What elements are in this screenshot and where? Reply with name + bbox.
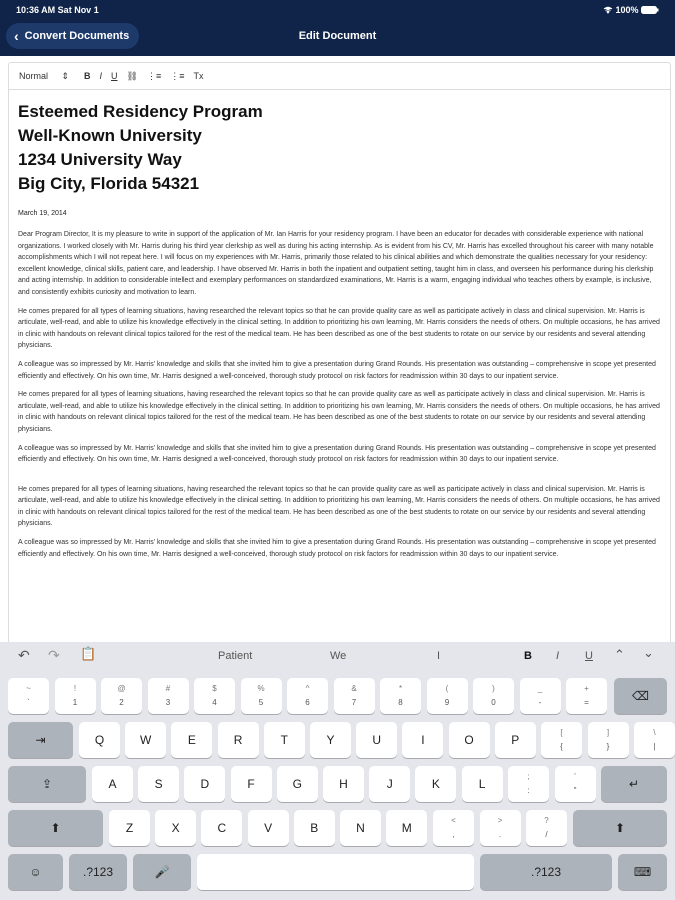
key-primary-label: 8: [398, 698, 403, 707]
shift-right-icon: ⬆: [614, 821, 626, 835]
key-primary-label: 7: [351, 698, 357, 707]
clear-format-icon[interactable]: Tx: [193, 71, 204, 81]
ordered-list-icon[interactable]: ⋮≡: [146, 70, 162, 81]
key-label: D: [200, 777, 210, 791]
key-label: .?123: [530, 865, 562, 879]
shift-left-key[interactable]: [8, 810, 103, 846]
key-secondary-label: >: [497, 816, 503, 825]
key-primary-label: |: [653, 742, 656, 751]
key-primary-label: {: [560, 742, 563, 751]
key-secondary-label: +: [584, 684, 589, 693]
key-secondary-label: &: [351, 684, 357, 693]
key-r[interactable]: [218, 722, 259, 758]
address-line: Big City, Florida 54321: [18, 174, 200, 193]
delete-key[interactable]: [614, 678, 667, 714]
kb-italic-button[interactable]: I: [556, 650, 560, 662]
key-label: L: [478, 777, 486, 791]
underline-button[interactable]: U: [111, 71, 118, 81]
key-label: M: [401, 821, 412, 835]
shift-left-icon: ⬆: [50, 821, 61, 835]
key-primary-label: 2: [119, 698, 124, 707]
key-label: G: [292, 777, 302, 791]
key-label: S: [154, 777, 163, 791]
key-label: F: [247, 777, 255, 791]
key-c[interactable]: [201, 810, 242, 846]
key-primary-label: .: [498, 830, 502, 839]
key-secondary-label: [: [560, 728, 563, 737]
key-8[interactable]: [380, 678, 421, 714]
key-primary-label: 4: [212, 698, 217, 707]
key-1[interactable]: [55, 678, 96, 714]
kb-underline-button[interactable]: U: [585, 650, 593, 662]
key-o[interactable]: [449, 722, 490, 758]
key-label: B: [310, 821, 319, 835]
key-label: N: [356, 821, 365, 835]
key-k[interactable]: [415, 766, 456, 802]
prediction-1[interactable]: Patient: [218, 650, 253, 662]
key-secondary-label: *: [398, 684, 403, 693]
key-label: J: [386, 777, 393, 791]
hide-iconboard-key: ⌨: [633, 865, 652, 879]
key-=[interactable]: [566, 678, 607, 714]
key-v[interactable]: [248, 810, 289, 846]
onscreen-keyboard: [0, 642, 675, 900]
key-label: Y: [326, 733, 335, 747]
key-z[interactable]: [109, 810, 150, 846]
key-secondary-label: _: [537, 684, 543, 693]
key-e[interactable]: [171, 722, 212, 758]
status-right: [603, 5, 659, 15]
key-label: H: [339, 777, 348, 791]
tab-icon: ⇥: [35, 733, 46, 747]
key-primary-label: 5: [258, 698, 264, 707]
link-icon[interactable]: ⛓: [126, 70, 138, 81]
key-primary-label: 1: [72, 698, 78, 707]
key-2[interactable]: [101, 678, 142, 714]
document-body[interactable]: [9, 90, 670, 560]
format-toolbar: [9, 63, 670, 90]
key-y[interactable]: [310, 722, 351, 758]
key-label: X: [171, 821, 180, 835]
wifi-icon: [603, 6, 613, 14]
key-secondary-label: ]: [606, 728, 610, 737]
key-secondary-label: <: [451, 816, 456, 825]
key-secondary-label: #: [165, 684, 171, 693]
chevron-left-icon: ‹: [14, 28, 19, 44]
key-primary-label: -: [538, 698, 542, 707]
key-label: U: [372, 733, 382, 747]
key-primary-label: 3: [165, 698, 171, 707]
dictation-key[interactable]: [133, 854, 191, 890]
key-primary-label: :: [527, 786, 530, 795]
key-secondary-label: ;: [527, 772, 530, 781]
back-button-label: Convert Documents: [24, 30, 130, 42]
key-angle-2[interactable]: [526, 810, 567, 846]
key-h[interactable]: [323, 766, 364, 802]
key-m[interactable]: [386, 810, 427, 846]
key-a[interactable]: [92, 766, 133, 802]
key--[interactable]: [520, 678, 561, 714]
key-label: Q: [94, 733, 105, 747]
key-secondary-label: \: [653, 728, 656, 737]
paragraph-style-value: Normal: [19, 70, 49, 81]
bold-button[interactable]: B: [84, 71, 91, 81]
key-angle-0[interactable]: [433, 810, 474, 846]
page-title: Edit Document: [298, 30, 377, 42]
key-secondary-label: ): [492, 684, 495, 693]
key-secondary-label: %: [257, 684, 265, 693]
paragraph: He comes prepared for all types of learning situations, having researched the relevant topics so that he can provide quality care as well as participate actively in class and clinical supervision. Mr. Harris is articulate, well-read, and able to utilize his knowledge effectively in the clinical setting. In addition to prioritizing his own learning, Mr. Harris considers the needs of others. On multiple occasions, he has arrived in clinic with handouts on relevant clinical topics tailored for the rest of the medical team. He has been described as one of the best students to rotate on our service by our residents and several attending physicians.: [18, 307, 660, 350]
address-line: Esteemed Residency Program: [18, 102, 263, 121]
numbers-mode-left-key[interactable]: [69, 854, 127, 890]
key-secondary-label: @: [117, 684, 126, 693]
key-primary-label: =: [584, 698, 589, 707]
letter-date: March 19, 2014: [18, 210, 67, 217]
key-t[interactable]: [264, 722, 305, 758]
kb-bold-button[interactable]: B: [524, 650, 532, 662]
return-icon: ↵: [628, 777, 640, 791]
paragraph: A colleague was so impressed by Mr. Harris' knowledge and skills that she invited him to give a presentation during Grand Rounds. His presentation was outstanding – comprehensive in scope yet presented efficiently and effectively. On his own time, Mr. Harris designed a well-conceived, thorough study protocol on risk factors for readmission within 30 days to our inpatient service.: [18, 360, 656, 380]
key-g[interactable]: [277, 766, 318, 802]
key-secondary-label: ^: [305, 684, 310, 693]
key-label: K: [431, 777, 440, 791]
chevron-up-icon[interactable]: ⌃: [614, 647, 625, 662]
key-4[interactable]: [194, 678, 235, 714]
key-i[interactable]: [402, 722, 443, 758]
key-7[interactable]: [334, 678, 375, 714]
key-label: O: [464, 733, 474, 747]
caps-lock-icon: ⇪: [41, 777, 53, 791]
key-primary-label: `: [27, 698, 30, 707]
key-label: .?123: [82, 865, 114, 879]
redo-icon[interactable]: ↷: [48, 647, 60, 663]
key-primary-label: ,: [452, 830, 455, 839]
key-`[interactable]: [8, 678, 49, 714]
key-primary-label: }: [606, 742, 610, 751]
key-l[interactable]: [462, 766, 503, 802]
key-primary-label: /: [545, 830, 548, 839]
key-angle-1[interactable]: [480, 810, 521, 846]
key-primary-label: ": [573, 786, 577, 795]
key-punct-0[interactable]: [508, 766, 549, 802]
italic-button[interactable]: I: [99, 71, 103, 81]
hide-keyboard-key[interactable]: [618, 854, 667, 890]
key-punct-1[interactable]: [555, 766, 596, 802]
key-label: A: [108, 777, 117, 791]
return-key[interactable]: [601, 766, 667, 802]
key-x[interactable]: [155, 810, 196, 846]
key-secondary-label: $: [212, 684, 217, 693]
key-0[interactable]: [473, 678, 514, 714]
key-secondary-label: (: [445, 684, 449, 693]
status-time: 10:36 AM Sat Nov 1: [16, 5, 99, 15]
address-line: 1234 University Way: [18, 150, 182, 169]
battery-percent: 100%: [615, 5, 639, 15]
key-bracket-1[interactable]: [588, 722, 629, 758]
shortcut-bar: [0, 642, 675, 672]
battery-icon: [641, 6, 659, 14]
paragraph: Dear Program Director, It is my pleasure to write in support of the application of Mr. Ian Harris for your residency program. I have been an educator for decades with considerable experience with national organizations. I worked closely with Mr. Harris during his third year clerkship as well as during his acting internship. As is evident from his CV, Mr. Harris has excelled throughout his career with many notable accomplishments which I will not repeat here. I will focus on my experiences with Mr. Harris, primarily those related to his clinical abilities and which demonstrate the qualities necessary for your residency: excellent knowledge, clinical skills, patient care, and leadership. I have observed Mr. Harris in both the inpatient and outpatient setting, taught him in class, and overseen his performance during his clerkship and acting internship. In addition to considerable intellect and exemplary performances on standardized examinations, Mr. Harris is a warm, engaging individual who teaches others by example, is inclusive, and consistently exhibits curiosity and motivation to learn.: [18, 231, 654, 296]
prediction-3[interactable]: I: [437, 650, 441, 662]
paragraph: A colleague was so impressed by Mr. Harris' knowledge and skills that she invited him to give a presentation during Grand Rounds. His presentation was outstanding – comprehensive in scope yet presented efficiently and effectively. On his own time, Mr. Harris designed a well-conceived, thorough study protocol on risk factors for readmission within 30 days to our inpatient service.: [18, 444, 656, 464]
key-u[interactable]: [356, 722, 397, 758]
navigation-bar: [0, 20, 675, 56]
key-p[interactable]: [495, 722, 536, 758]
key-f[interactable]: [231, 766, 272, 802]
key-label: Z: [125, 821, 134, 835]
key-s[interactable]: [138, 766, 179, 802]
key-secondary-label: !: [73, 684, 77, 693]
key-secondary-label: ?: [544, 816, 549, 825]
address-line: Well-Known University: [18, 126, 202, 145]
key-bracket-0[interactable]: [541, 722, 582, 758]
emoji-key[interactable]: [8, 854, 63, 890]
key-bracket-2[interactable]: [634, 722, 675, 758]
key-label: R: [233, 733, 243, 747]
paste-icon[interactable]: 📋: [80, 646, 97, 661]
key-b[interactable]: [294, 810, 335, 846]
undo-icon[interactable]: ↶: [18, 647, 30, 663]
space-key[interactable]: [197, 854, 474, 890]
caps-lock-key[interactable]: [8, 766, 86, 802]
key-primary-label: 0: [491, 698, 496, 707]
chevron-down-icon[interactable]: ⌄: [643, 645, 654, 660]
key-label: C: [217, 821, 227, 835]
key-label: V: [264, 821, 273, 835]
key-label: E: [187, 733, 196, 747]
key-label: I: [421, 733, 425, 747]
key-secondary-label: ~: [26, 684, 31, 693]
select-arrows-icon: ⇕: [61, 70, 69, 81]
key-5[interactable]: [241, 678, 282, 714]
numbers-mode-right-key[interactable]: [480, 854, 612, 890]
paragraph: A colleague was so impressed by Mr. Harris' knowledge and skills that she invited him to give a presentation during Grand Rounds. His presentation was outstanding – comprehensive in scope yet presented efficiently and effectively. On his own time, Mr. Harris designed a well-conceived, thorough study protocol on risk factors for readmission within 30 days to our inpatient service.: [18, 539, 656, 558]
tab-key[interactable]: [8, 722, 73, 758]
key-primary-label: 6: [305, 698, 310, 707]
delete-icon: ⌫: [632, 689, 649, 703]
key-label: P: [511, 733, 520, 747]
key-primary-label: 9: [444, 698, 450, 707]
paragraph-style-select[interactable]: [19, 71, 69, 82]
document-editor: [8, 62, 671, 646]
dictation-icon: 🎤: [154, 865, 170, 879]
key-3[interactable]: [148, 678, 189, 714]
key-q[interactable]: [79, 722, 120, 758]
shift-right-key[interactable]: [573, 810, 667, 846]
key-label: T: [280, 733, 288, 747]
key-n[interactable]: [340, 810, 381, 846]
status-bar: [0, 0, 675, 20]
key-secondary-label: ': [574, 772, 576, 781]
emoji-icon: ☺: [29, 865, 42, 879]
key-w[interactable]: [125, 722, 166, 758]
key-d[interactable]: [184, 766, 225, 802]
key-9[interactable]: [427, 678, 468, 714]
key-label: W: [140, 733, 152, 747]
paragraph: He comes prepared for all types of learning situations, having researched the relevant topics so that he can provide quality care as well as participate actively in class and clinical supervision. Mr. Harris is articulate, well-read, and able to utilize his knowledge effectively in the clinical setting. In addition to prioritizing his own learning, Mr. Harris considers the needs of others. On multiple occasions, he has arrived in clinic with handouts on relevant clinical topics tailored for the rest of the medical team. He has been described as one of the best students to rotate on our service by our residents and several attending physicians.: [18, 391, 660, 433]
bullet-list-icon[interactable]: ⋮≡: [170, 70, 185, 81]
key-6[interactable]: [287, 678, 328, 714]
paragraph: He comes prepared for all types of learning situations, having researched the relevant topics so that he can provide quality care as well as participate actively in class and clinical supervision. Mr. Harris is articulate, well-read, and able to utilize his knowledge effectively in the clinical setting. In addition to prioritizing his own learning, Mr. Harris considers the needs of others. On multiple occasions, he has arrived in clinic with handouts on relevant clinical topics tailored for the rest of the medical team. He has been described as one of the best students to rotate on our service by our residents and several attending physicians.: [18, 485, 660, 528]
prediction-2[interactable]: We: [330, 650, 347, 662]
key-j[interactable]: [369, 766, 410, 802]
